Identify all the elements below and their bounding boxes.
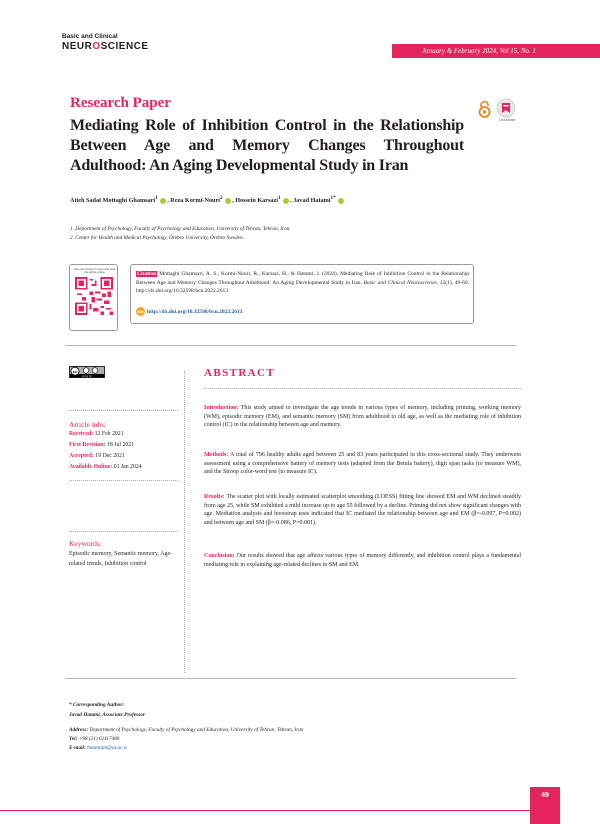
author-affiliation: 2 [219,195,223,201]
email-link[interactable]: hatamijm@ut.ac.ir [85,745,128,751]
journal-logo-big [62,41,149,52]
abstract-introduction [204,404,521,430]
svg-text:cc: cc [72,368,78,374]
orcid-icon[interactable] [283,198,289,204]
first-revision-label: First Revision: [69,442,106,448]
methods-label: Methods: [204,452,229,458]
qr-code-icon[interactable] [75,277,113,315]
divider [204,388,521,389]
tel-label: Tel: [69,736,78,742]
introduction-label: Introduction: [204,405,239,411]
column-divider [184,371,185,673]
corresponding-tel [69,736,119,742]
keywords-text: Episodic memory, Semantic memory, Age-related trends, Inhibition control [69,551,173,567]
methods-text: A total of 796 healthy adults aged between 25 and 83 years participated in this cross-sectional study. They underwent assessment using a comprehensive battery of memory tests (adapted from the Betula battery), digit span tasks (to measure WM), and the Stroop color-word test (to measure IC). [204,452,521,476]
author-affiliation: 1 [277,195,281,201]
introduction-text: This study aimed to investigate the age trends in various types of memory, including priming, working memory (WM), episodic memory (EM), and semantic memory (SM) from adulthood to old age, as well as the mediating role of inhibition control (IC) in the relationship between age and memory. [204,405,521,429]
orcid-icon[interactable] [160,198,166,204]
author-name: Hossein Karsazi [235,197,278,205]
abstract-results [204,493,521,528]
divider [65,678,516,679]
citation-label: Citation [137,271,157,277]
affiliation: 2. Center for Health and Medical Psychology, Örebro University, Örebro Sweden. [70,235,244,241]
qr-note: Use your device to scan and read the article online [73,267,116,275]
author-affiliation: 1* [330,195,336,201]
first-revision-date [69,442,134,448]
paper-title: Mediating Role of Inhibition Control in the Relationship Between Age and Memory Changes Throughout Adulthood: An Aging Developmental Study in Iran [70,117,464,174]
conclusion-label: Conclusion: [204,553,235,559]
page-number: 49 [530,787,560,824]
received-date [69,431,124,437]
citation-volume: 15 [438,279,446,286]
cc-license-icon[interactable] [69,366,105,378]
accepted-label: Accepted: [69,453,94,459]
conclusion-text: Our results showed that age affects various types of memory differently, and inhibition control plays a fundamental mediating role in explaining age-related declines in SM and EM. [204,553,521,568]
divider [69,410,178,411]
cc-license-text: cc by nc [82,375,92,378]
crossmark-icon[interactable] [496,98,516,118]
author-list: Atieh Sadat Mottaghi Ghamsari$^1$ , Reza Kormi-Nouri$^2$ , Hossein Karsazi$^1$ , Javad Hatami$^{1*}$ [70,195,345,204]
crossmark-label: CrossMark [498,118,516,122]
issue-info-bar: January & February 2024, Vol 15, No. 1 [392,44,600,58]
divider [65,345,516,346]
results-label: Results: [204,494,225,500]
footer-rule [0,810,530,811]
doi-link[interactable]: http://dx.doi.org/10.32598/bcn.2022.2613 [147,308,243,315]
author-affiliation: 1 [155,195,158,201]
open-access-icon [478,100,491,118]
doi-icon: doi [137,309,144,314]
corresponding-email [69,745,127,751]
received-value: 12 Feb 2021 [93,431,124,437]
citation-box [130,264,474,324]
corresponding-heading: * Corresponding Author: [69,702,125,708]
journal-logo [62,34,149,52]
doi-line [136,307,243,316]
tel-value: +98 (21) 61117480 [77,736,120,742]
corresponding-name: Javad Hatami, Associate Professor [69,712,146,718]
citation-text [136,270,469,296]
abstract-methods [204,451,521,477]
paper-type: Research Paper [70,95,171,111]
email-label: E-mail: [69,745,86,751]
available-date [69,464,142,470]
author-name: Atieh Sadat Mottaghi Ghamsari [70,197,156,205]
first-revision-value: 18 Jul 2021 [105,442,135,448]
corresponding-address [69,727,304,733]
orcid-icon[interactable] [338,198,344,204]
author-name: Javad Hatami [293,197,331,205]
qr-box [69,264,118,331]
address-value: Department of Psychology, Faculty of Psychology and Education, University of Tehran, Tehran, Iran [88,727,304,733]
citation-journal: Basic and Clinical Neuroscience, [363,279,439,286]
available-value: 01 Jan 2024 [112,464,142,470]
address-label: Address: [69,727,89,733]
abstract-heading: ABSTRACT [204,367,276,379]
results-text: The scatter plot with locally estimated scatterplot smoothing (LOESS) fitting line showed EM and WM declined steadily from age 25, while SM exhibited a mild increase up to age 55 followed by a decline. Priming did not show significant changes with age. Mediation analysis and bootstrap tests indicated that IC mediated the relationship between age and EM (β=-0.097, P=0.002) and between age and SM (β=-0.086, P=0.001). [204,494,521,527]
journal-logo-small: Basic and Clinical [62,33,118,40]
accepted-date [69,453,125,459]
citation-rest: (1), 49-60. http://dx.doi.org/10.32598/bcn.2022.2613 [136,279,470,295]
article-info-heading: Article info: [69,420,106,429]
available-label: Available Online: [69,464,113,470]
affiliation: 1. Department of Psychology, Faculty of Psychology and Education, University of Tehran, Tehran, Iran. [70,226,291,232]
citation-body: Mottaghi Ghamsari, A. S., Kormi-Nouri, R., Karsazi, H., & Hatami, J. (2024). Mediating Role of Inhibition Control in the Relationship Between Age and Memory Changes Throughout Adulthood: An Aging Developmental Study in Iran. [136,271,469,286]
logo-part-o: O [92,40,101,52]
accepted-value: 19 Dec 2021 [93,453,125,459]
author-name: Reza Kormi-Nouri [170,197,220,205]
orcid-icon[interactable] [225,198,231,204]
keywords-heading: Keywords: [69,539,102,548]
received-label: Received: [69,431,94,437]
divider [69,480,178,481]
divider [69,531,178,532]
logo-part-1: NEUR [62,40,93,52]
abstract-conclusion [204,552,521,569]
logo-part-2: SCIENCE [100,40,149,52]
